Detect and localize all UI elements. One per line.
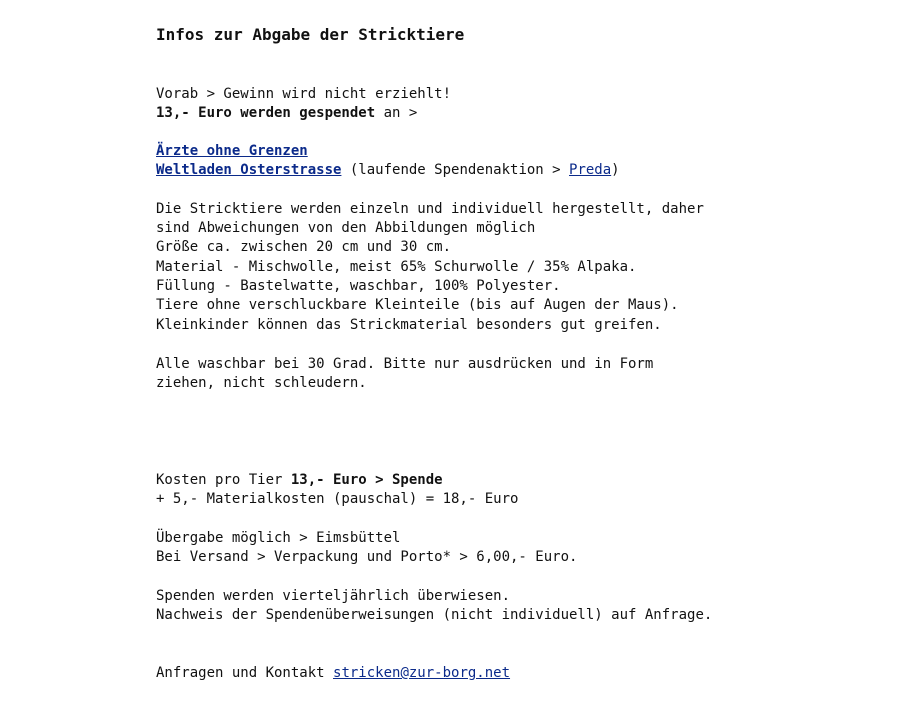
costs-amount: 13,- Euro > Spende <box>290 472 443 488</box>
details-line: Füllung - Bastelwatte, waschbar, 100% Polyester. <box>156 278 561 294</box>
details-line: sind Abweichungen von den Abbildungen möglich <box>156 220 536 236</box>
costs-label: Kosten pro Tier <box>156 472 291 488</box>
intro-line-2-rest: an > <box>375 105 418 121</box>
contact-line <box>156 664 510 683</box>
details-line: Größe ca. zwischen 20 cm und 30 cm. <box>156 239 452 255</box>
donation-amount-text: 13,- Euro werden gespendet <box>156 105 376 121</box>
weltladen-note-pre: (laufende Spendenaktion > <box>341 162 570 178</box>
link-line-aerzte <box>156 142 308 161</box>
donations-line: Nachweis der Spendenüberweisungen (nicht individuell) auf Anfrage. <box>156 607 713 623</box>
details-line: Die Stricktiere werden einzeln und individuell hergestellt, daher <box>156 201 704 217</box>
page-title: Infos zur Abgabe der Stricktiere <box>156 25 465 44</box>
costs-line-2: + 5,- Materialkosten (pauschal) = 18,- Euro <box>156 491 519 507</box>
contact-email-link[interactable]: stricken@zur-borg.net <box>333 665 511 681</box>
intro-line-2 <box>156 104 417 123</box>
intro-line-1: Vorab > Gewinn wird nicht erziehlt! <box>156 86 452 102</box>
preda-link[interactable]: Preda <box>569 162 612 178</box>
details-line: Kleinkinder können das Strickmaterial besonders gut greifen. <box>156 317 662 333</box>
delivery-line: Bei Versand > Verpackung und Porto* > 6,00,- Euro. <box>156 549 578 565</box>
contact-label: Anfragen und Kontakt <box>156 665 334 681</box>
costs-line-1 <box>156 471 443 490</box>
weltladen-note-post: ) <box>611 162 620 178</box>
care-line: ziehen, nicht schleudern. <box>156 375 367 391</box>
link-line-weltladen <box>156 161 620 180</box>
details-line: Material - Mischwolle, meist 65% Schurwolle / 35% Alpaka. <box>156 259 637 275</box>
delivery-line: Übergabe möglich > Eimsbüttel <box>156 530 401 546</box>
details-line: Tiere ohne verschluckbare Kleinteile (bis auf Augen der Maus). <box>156 297 679 313</box>
aerzte-ohne-grenzen-link[interactable]: Ärzte ohne Grenzen <box>156 143 308 159</box>
donations-line: Spenden werden vierteljährlich überwiesen. <box>156 588 511 604</box>
weltladen-osterstrasse-link[interactable]: Weltladen Osterstrasse <box>156 162 342 178</box>
care-line: Alle waschbar bei 30 Grad. Bitte nur ausdrücken und in Form <box>156 356 654 372</box>
